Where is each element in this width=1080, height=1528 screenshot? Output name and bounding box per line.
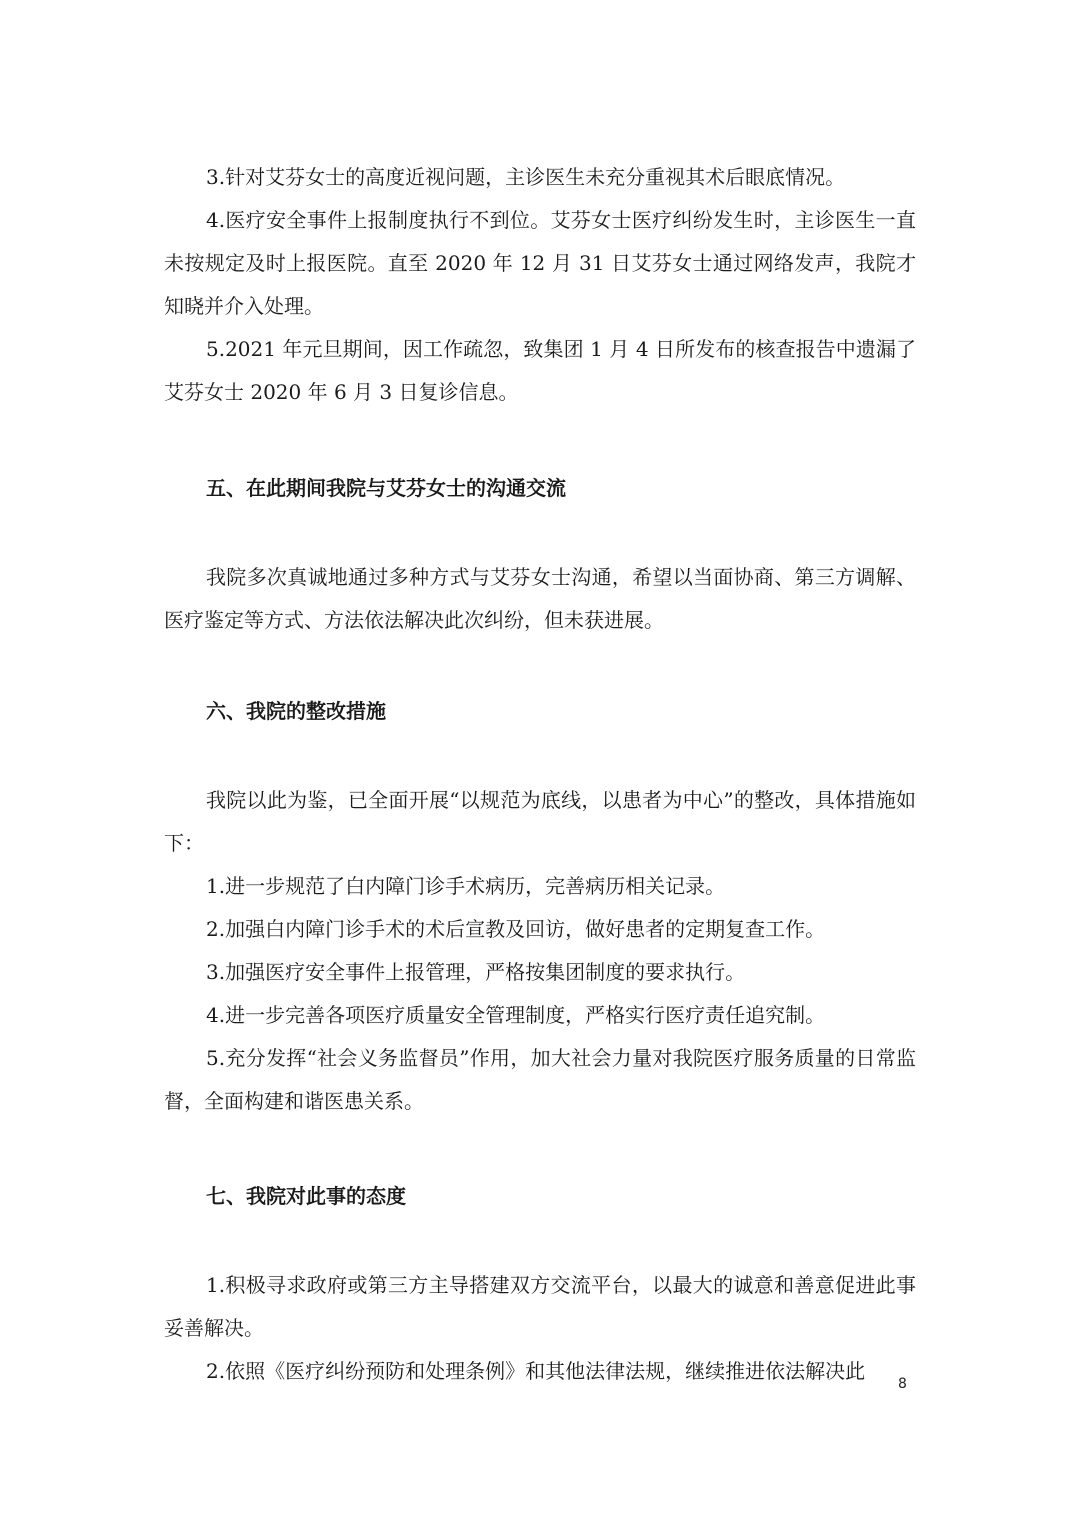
paragraph-s7-item1: 1.积极寻求政府或第三方主导搭建双方交流平台，以最大的诚意和善意促进此事妥善解决。: [164, 1273, 916, 1340]
paragraph-s6-item3: 3.加强医疗安全事件上报管理，严格按集团制度的要求执行。: [206, 960, 746, 984]
section-heading-5: 五、在此期间我院与艾芬女士的沟通交流: [206, 476, 566, 500]
paragraph-s7-item2: 2.依照《医疗纠纷预防和处理条例》和其他法律法规，继续推进依法解决此: [206, 1359, 866, 1383]
paragraph-s6-item1: 1.进一步规范了白内障门诊手术病历，完善病历相关记录。: [206, 874, 726, 898]
paragraph-s6-item4: 4.进一步完善各项医疗质量安全管理制度，严格实行医疗责任追究制。: [206, 1003, 826, 1027]
section-heading-7: 七、我院对此事的态度: [206, 1184, 406, 1208]
section-heading-6: 六、我院的整改措施: [206, 699, 386, 723]
page-number: 8: [898, 1376, 907, 1392]
paragraph-s4-item3: 3.针对艾芬女士的高度近视问题，主诊医生未充分重视其术后眼底情况。: [206, 165, 846, 189]
paragraph-s4-item5: 5.2021 年元旦期间，因工作疏忽，致集团 1 月 4 日所发布的核查报告中遗漏了艾芬女士 2020 年 6 月 3 日复诊信息。: [164, 337, 916, 404]
paragraph-s6-intro: 我院以此为鉴，已全面开展“以规范为底线，以患者为中心”的整改，具体措施如下：: [164, 788, 916, 855]
paragraph-s5: 我院多次真诚地通过多种方式与艾芬女士沟通，希望以当面协商、第三方调解、医疗鉴定等方式、方法依法解决此次纠纷，但未获进展。: [164, 565, 916, 632]
paragraph-s6-item5: 5.充分发挥“社会义务监督员”作用，加大社会力量对我院医疗服务质量的日常监督，全面构建和谐医患关系。: [164, 1046, 916, 1113]
paragraph-s4-item4: 4.医疗安全事件上报制度执行不到位。艾芬女士医疗纠纷发生时，主诊医生一直未按规定及时上报医院。直至 2020 年 12 月 31 日艾芬女士通过网络发声，我院才知晓并介入处理。: [164, 208, 916, 318]
paragraph-s6-item2: 2.加强白内障门诊手术的术后宣教及回访，做好患者的定期复查工作。: [206, 917, 826, 941]
